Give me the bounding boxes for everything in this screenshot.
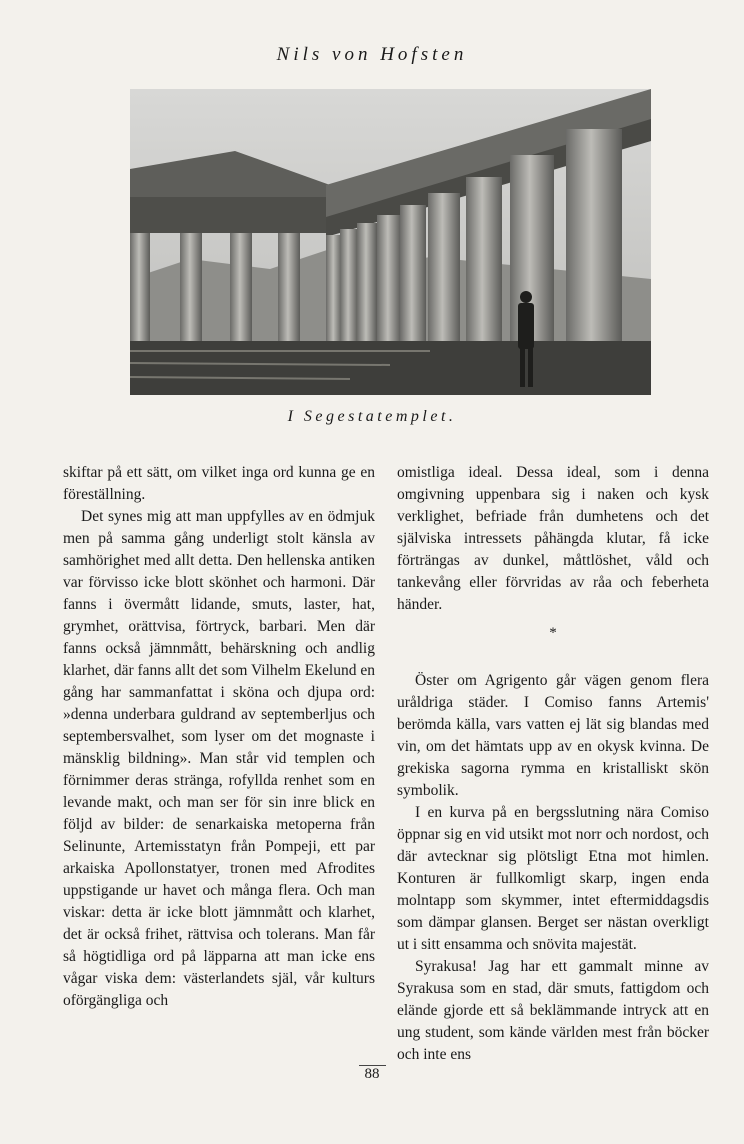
paragraph: I en kurva på en bergsslutning nära Comiso öppnar sig en vid utsikt mot norr och nordost, och där avtecknar sig plötsligt Etna mot himlen. Konturen är fullkomligt skarp, ingen enda molntapp som skymmer, intet eftermiddagsdis som dämpar glansen. Berget ser nästan overkligt ut i sitt ensamma och snövita majestät. bbox=[397, 804, 709, 953]
running-title: Nils von Hofsten bbox=[276, 44, 468, 65]
right-column bbox=[397, 462, 709, 1066]
page-number-wrapper bbox=[0, 1066, 744, 1083]
section-separator: * bbox=[549, 625, 557, 641]
paragraph: Syrakusa! Jag har ett gammalt minne av Syrakusa som en stad, där smuts, fattigdom och elände gjorde ett så beklämmande intryck att en ung student, som kände världen mest från böcker och inte ens bbox=[397, 958, 709, 1063]
paragraph: omistliga ideal. Dessa ideal, som i denna omgivning uppenbara sig i naken och kysk verklighet, befriade från dumhetens och det själviska intressets påhängda klutar, få icke förträngas av dunkel, måttlöshet, våld och tankevång eller förvridas av råa och feberheta händer. bbox=[397, 464, 709, 613]
paragraph: Öster om Agrigento går vägen genom flera uråldriga städer. I Comiso fanns Artemis' berömda källa, vars vatten ej lät sig blandas med vin, om det hämtats upp av en okysk kvinna. De grekiska sagorna rymma en kristalliskt skön symbolik. bbox=[397, 672, 709, 799]
temple-photo bbox=[130, 89, 651, 395]
paragraph: skiftar på ett sätt, om vilket inga ord kunna ge en föreställning. bbox=[63, 464, 375, 503]
figure-caption: I Segestatemplet. bbox=[287, 408, 457, 425]
page-number: 88 bbox=[359, 1065, 386, 1082]
paragraph: Det synes mig att man uppfylles av en ödmjuk men på samma gång underligt stolt känsla av samhörighet med allt detta. Den hellenska antiken var förvisso icke blott skönhet och harmoni. Där fanns i övermått lidande, smuts, laster, hat, grymhet, orättvisa, förtryck, barbari. Men där fanns också jämnmått, behärskning och andlig klarhet, där fanns allt det som Vilhelm Ekelund en gång har sammanfattat i sköna och djupa ord: »denna underbara guldrand av septemberljus och septembersvalhet, som lyser om det mognaste i mänsklig bildning». Man står vid templen och förnimmer deras stränga, rofyllda renhet som en levande makt, och man ser för sin inre blick en följd av bilder: de senarkaiska metoperna från Selinunte, Artemisstatyn från Pompeji, ett par arkaiska Apollonstatyer, tronen med Afrodites uppstigande ur havet och många flera. Och man viskar: detta är icke blott jämnmått och klarhet, det är också frihet, rättvisa och tolerans. Man får så högtidliga ord på läpparna att man icke ens vågar viska dem: västerlandets själ, vår kulturs oförgängliga och bbox=[63, 508, 375, 1009]
left-column bbox=[63, 462, 375, 1012]
